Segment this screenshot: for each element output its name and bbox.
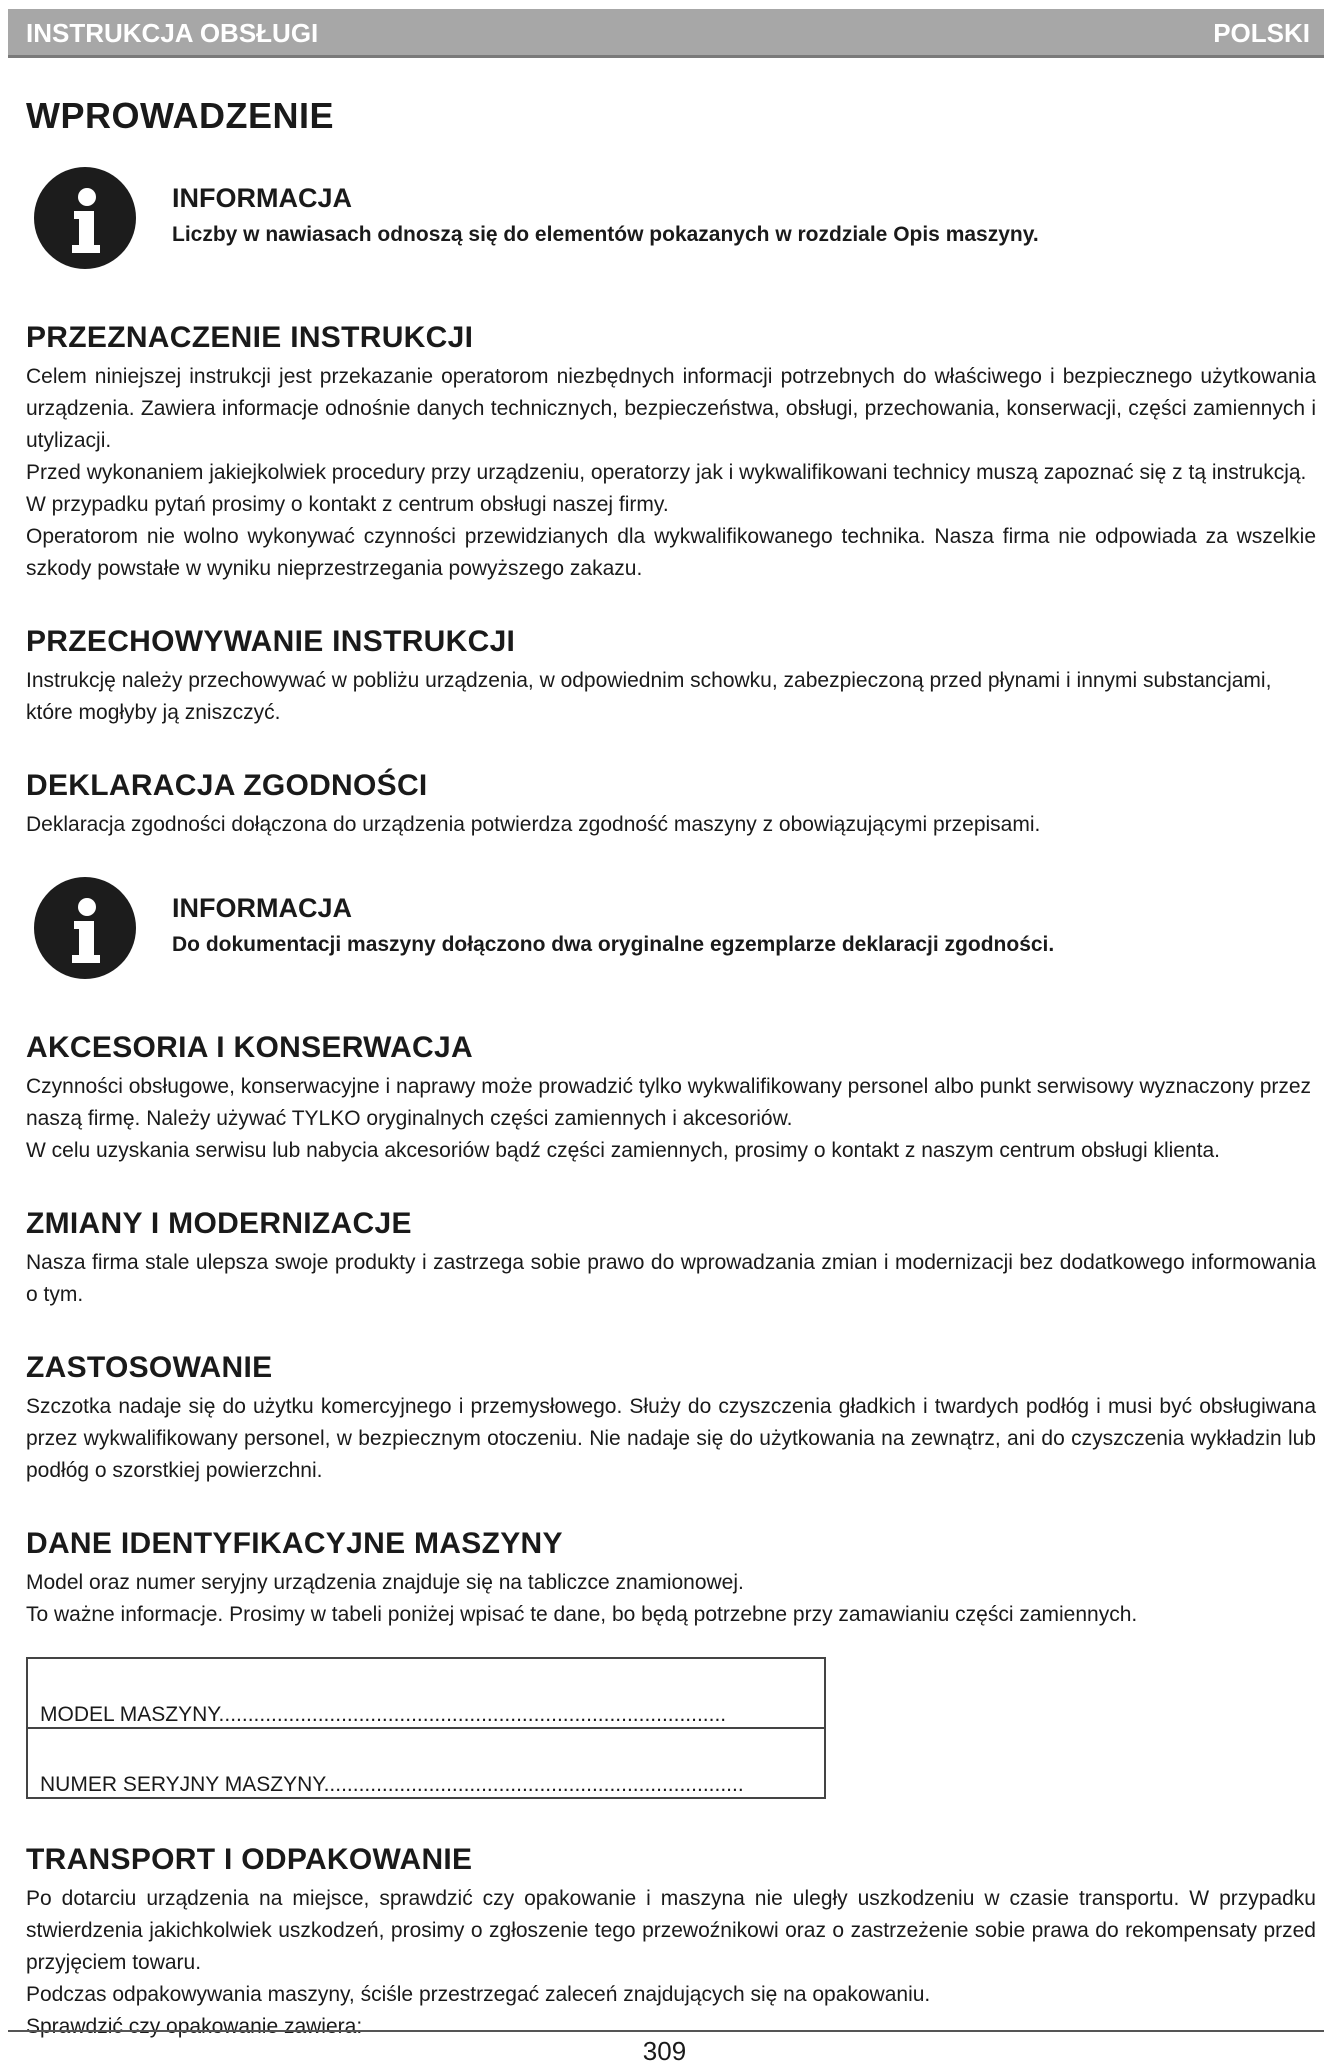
paragraph: Deklaracja zgodności dołączona do urządzenia potwierdza zgodność maszyny z obowiązującymi przepisami. bbox=[26, 813, 1041, 836]
paragraph: Podczas odpakowywania maszyny, ściśle przestrzegać zaleceń znajdujących się na opakowaniu. bbox=[26, 1983, 931, 2006]
section-przechowywanie bbox=[26, 625, 1316, 729]
table-row bbox=[27, 1728, 825, 1798]
paragraph: Przed wykonaniem jakiejkolwiek procedury przy urządzeniu, operatorzy jak i wykwalifikowani technicy muszą zapoznać się z tą instrukcją. W przypadku pytań prosimy o kontakt z centrum obsługi naszej firmy. bbox=[26, 461, 1307, 516]
section-title: ZASTOSOWANIE bbox=[26, 1351, 273, 1384]
paragraph: Czynności obsługowe, konserwacyjne i naprawy może prowadzić tylko wykwalifikowany personel albo punkt serwisowy wyznaczony przez naszą firmę. Należy używać TYLKO oryginalnych części zamiennych i akcesoriów. bbox=[26, 1075, 1312, 1130]
header-language: POLSKI bbox=[1213, 18, 1310, 48]
section-transport bbox=[26, 1843, 1316, 2043]
paragraph: Instrukcję należy przechowywać w pobliżu urządzenia, w odpowiednim schowku, zabezpieczoną przed płynami i innymi substancjami, które mogłyby ją zniszczyć. bbox=[26, 669, 1272, 724]
info-text: Liczby w nawiasach odnoszą się do elementów pokazanych w rozdziale Opis maszyny. bbox=[172, 223, 1039, 246]
info-text: Do dokumentacji maszyny dołączono dwa oryginalne egzemplarze deklaracji zgodności. bbox=[172, 933, 1055, 956]
model-field: MODEL MASZYNY....................................................................................... bbox=[27, 1658, 825, 1728]
info-icon bbox=[34, 167, 136, 269]
info-icon bbox=[34, 877, 136, 979]
paragraph: Nasza firma stale ulepsza swoje produkty i zastrzega sobie prawo do wprowadzania zmian i modernizacji bez dodatkowego informowania o tym. bbox=[26, 1251, 1316, 1306]
info-box-declaration bbox=[26, 871, 1316, 989]
page-title: WPROWADZENIE bbox=[26, 95, 334, 136]
section-title: TRANSPORT I ODPAKOWANIE bbox=[26, 1843, 473, 1876]
page-number: 309 bbox=[642, 2036, 687, 2066]
info-title: INFORMACJA bbox=[172, 893, 352, 923]
paragraph: To ważne informacje. Prosimy w tabeli poniżej wpisać te dane, bo będą potrzebne przy zamawianiu części zamiennych. bbox=[26, 1603, 1138, 1626]
paragraph: Model oraz numer seryjny urządzenia znajduje się na tabliczce znamionowej. bbox=[26, 1571, 744, 1594]
paragraph: Sprawdzić czy opakowanie zawiera: bbox=[26, 2015, 363, 2038]
info-box-numbers bbox=[26, 161, 1316, 279]
machine-id-table bbox=[26, 1657, 826, 1799]
paragraph: Szczotka nadaje się do użytku komercyjnego i przemysłowego. Służy do czyszczenia gładkich i twardych podłóg i musi być obsługiwana przez wykwalifikowany personel, w bezpiecznym otoczeniu. Nie nadaje się do użytkowania na zewnątrz, ani do czyszczenia wykładzin lub podłóg o szorstkiej powierzchni. bbox=[26, 1395, 1316, 1482]
section-title: AKCESORIA I KONSERWACJA bbox=[26, 1031, 473, 1064]
paragraph: Po dotarciu urządzenia na miejsce, sprawdzić czy opakowanie i maszyna nie uległy uszkodzeniu w czasie transportu. W przypadku stwierdzenia jakichkolwiek uszkodzeń, prosimy o zgłoszenie tego przewoźnikowi oraz o zastrzeżenie sobie prawa do rekompensaty przed przyjęciem towaru. bbox=[26, 1887, 1316, 1974]
section-title: PRZEZNACZENIE INSTRUKCJI bbox=[26, 321, 474, 354]
section-title: DANE IDENTYFIKACYJNE MASZYNY bbox=[26, 1527, 563, 1560]
section-title: DEKLARACJA ZGODNOŚCI bbox=[26, 769, 428, 802]
footer-divider bbox=[8, 2030, 1324, 2032]
info-title: INFORMACJA bbox=[172, 183, 352, 213]
header-manual-title: INSTRUKCJA OBSŁUGI bbox=[26, 18, 319, 48]
section-akcesoria bbox=[26, 1031, 1316, 1167]
page-header bbox=[8, 9, 1324, 58]
paragraph: W celu uzyskania serwisu lub nabycia akcesoriów bądź części zamiennych, prosimy o kontakt z naszym centrum obsługi klienta. bbox=[26, 1139, 1221, 1162]
section-deklaracja bbox=[26, 769, 1316, 841]
section-title: PRZECHOWYWANIE INSTRUKCJI bbox=[26, 625, 516, 658]
section-title: ZMIANY I MODERNIZACJE bbox=[26, 1207, 412, 1240]
section-zastosowanie bbox=[26, 1351, 1316, 1487]
section-dane bbox=[26, 1527, 1316, 1799]
table-row bbox=[27, 1658, 825, 1728]
paragraph: Operatorom nie wolno wykonywać czynności przewidzianych dla wykwalifikowanego technika. Nasza firma nie odpowiada za wszelkie szkody powstałe w wyniku nieprzestrzegania powyższego zakazu. bbox=[26, 525, 1316, 580]
page-content bbox=[26, 95, 1316, 2043]
paragraph: Celem niniejszej instrukcji jest przekazanie operatorom niezbędnych informacji potrzebnych do właściwego i bezpiecznego użytkowania urządzenia. Zawiera informacje odnośnie danych technicznych, bezpieczeństwa, obsługi, przechowania, konserwacji, części zamiennych i utylizacji. bbox=[26, 365, 1316, 452]
section-przeznaczenie bbox=[26, 321, 1316, 585]
serial-field: NUMER SERYJNY MASZYNY........................................................................ bbox=[27, 1728, 825, 1798]
section-zmiany bbox=[26, 1207, 1316, 1311]
